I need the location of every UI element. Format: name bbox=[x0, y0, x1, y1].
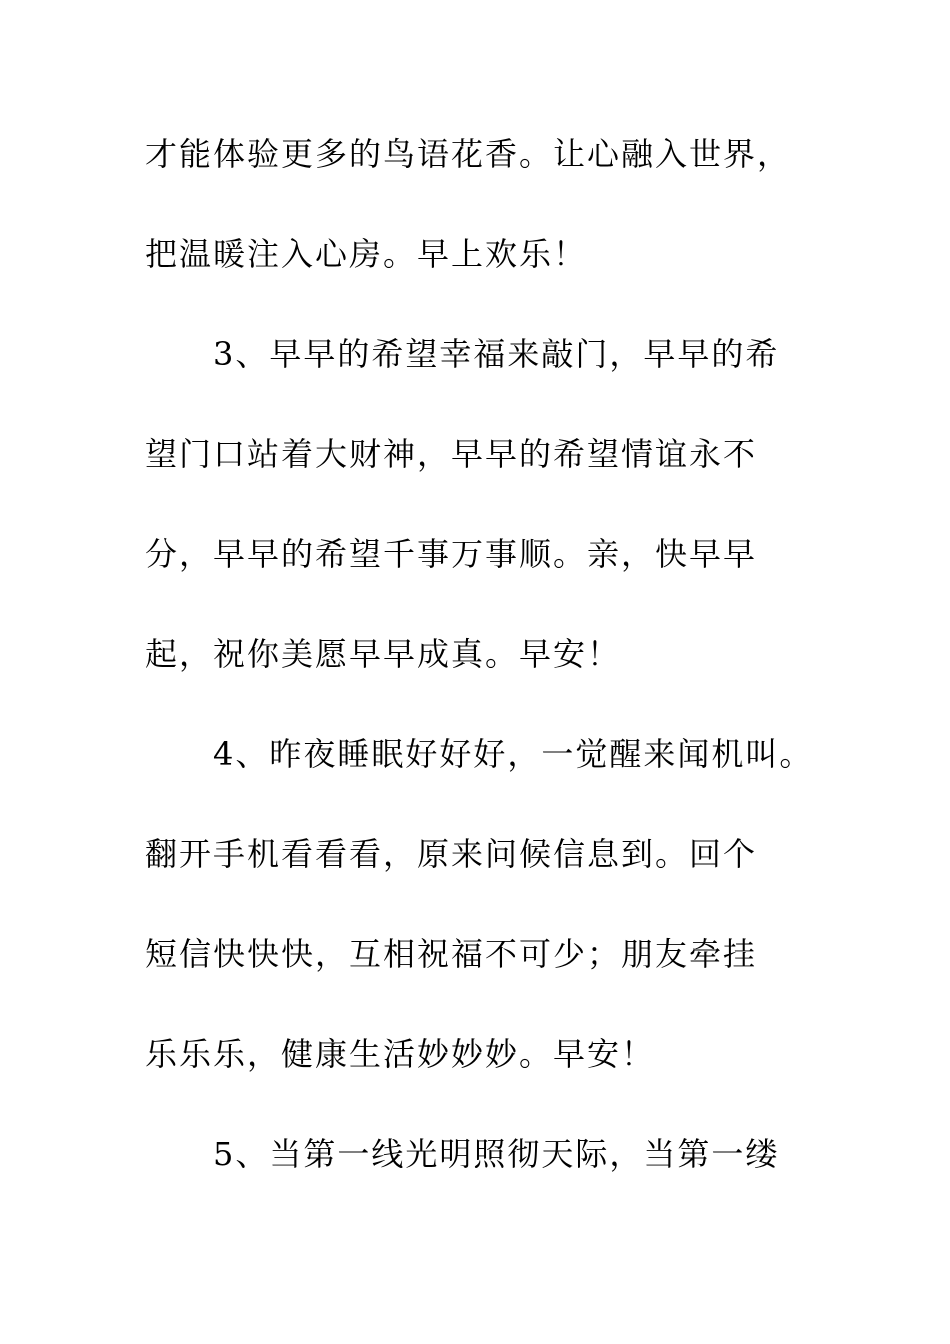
paragraph-4-start: 4、昨夜睡眠好好好，一觉醒来闻机叫。 bbox=[213, 735, 814, 773]
paragraph-5-start: 5、当第一线光明照彻天际，当第一缕 bbox=[213, 1135, 780, 1173]
text-line: 短信快快快，互相祝福不可少；朋友牵挂 bbox=[145, 935, 758, 973]
text-line: 分，早早的希望千事万事顺。亲，快早早 bbox=[145, 535, 758, 573]
text-line: 翻开手机看看看，原来问候信息到。回个 bbox=[145, 835, 758, 873]
text-line: 起，祝你美愿早早成真。早安！ bbox=[145, 635, 622, 673]
paragraph-3-start: 3、早早的希望幸福来敲门，早早的希 bbox=[213, 335, 780, 373]
text-line: 才能体验更多的鸟语花香。让心融入世界， bbox=[145, 135, 792, 173]
text-line: 乐乐乐，健康生活妙妙妙。早安！ bbox=[145, 1035, 656, 1073]
text-line: 把温暖注入心房。早上欢乐！ bbox=[145, 235, 588, 273]
text-line: 望门口站着大财神，早早的希望情谊永不 bbox=[145, 435, 758, 473]
